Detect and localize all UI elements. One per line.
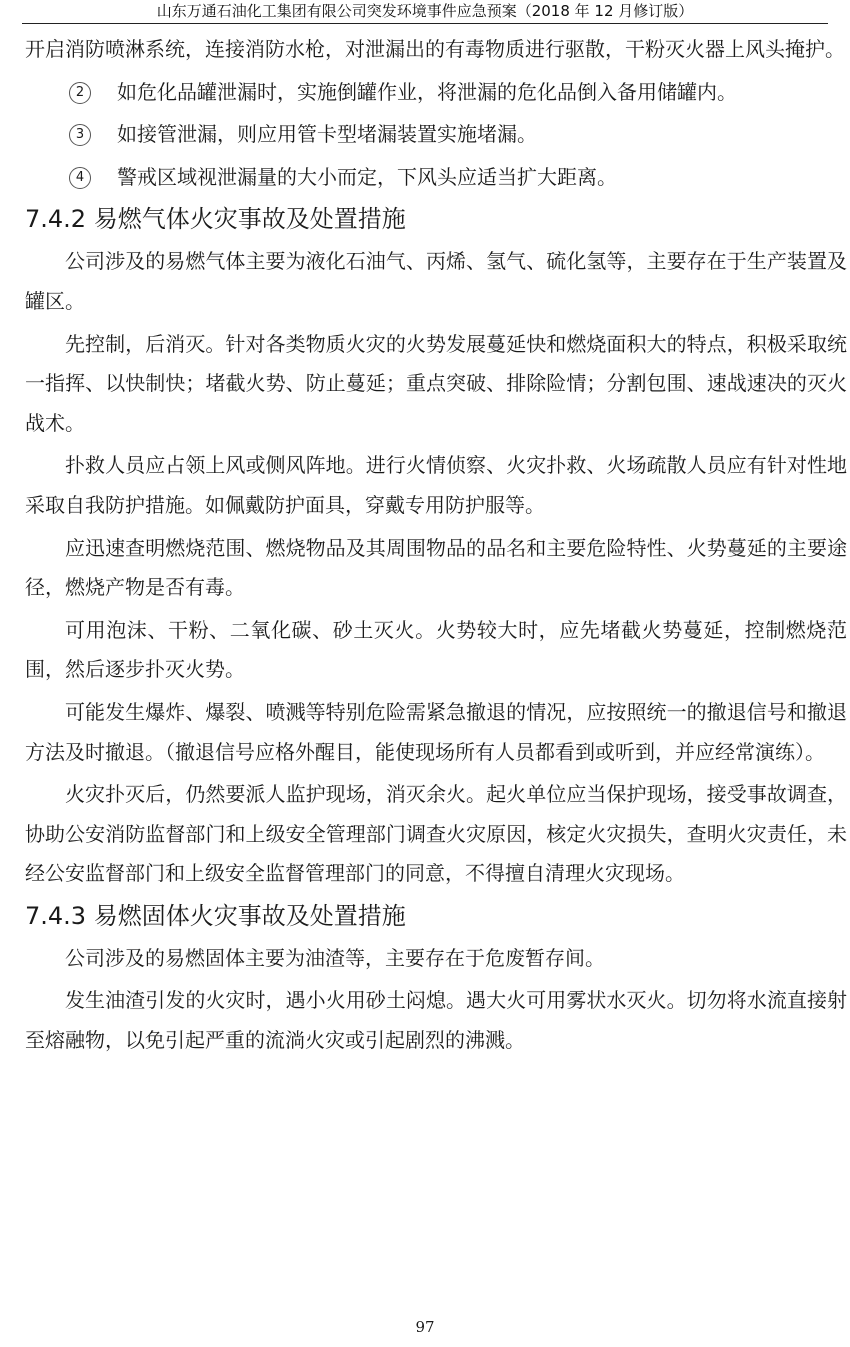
list-number: 2: [69, 82, 91, 104]
page-number: 97: [415, 1318, 435, 1336]
list-text: 如危化品罐泄漏时，实施倒罐作业，将泄漏的危化品倒入备用储罐内。: [117, 79, 737, 104]
paragraph: 火灾扑灭后，仍然要派人监护现场，消灭余火。起火单位应当保护现场，接受事故调查，协助公安消防监督部门和上级安全管理部门调查火灾原因，核定火灾损失，查明火灾责任，未经公安监督部门和上级安全监督管理部门的同意，不得擅自清理火灾现场。: [25, 782, 847, 886]
list-number: 3: [69, 124, 91, 146]
list-text: 警戒区域视泄漏量的大小而定，下风头应适当扩大距离。: [117, 164, 617, 189]
list-item: [25, 73, 847, 113]
paragraph: 扑救人员应占领上风或侧风阵地。进行火情侦察、火灾扑救、火场疏散人员应有针对性地采取自我防护措施。如佩戴防护面具，穿戴专用防护服等。: [25, 453, 847, 517]
paragraph: 公司涉及的易燃固体主要为油渣等，主要存在于危废暂存间。: [65, 945, 605, 970]
header-divider: [22, 23, 828, 24]
section-heading: 7.4.3 易燃固体火灾事故及处置措施: [25, 901, 406, 930]
paragraph: 可用泡沫、干粉、二氧化碳、砂土灭火。火势较大时，应先堵截火势蔓延，控制燃烧范围，然后逐步扑灭火势。: [25, 617, 847, 682]
section-heading: 7.4.2 易燃气体火灾事故及处置措施: [25, 205, 406, 234]
paragraph: 先控制，后消灭。针对各类物质火灾的火势发展蔓延快和燃烧面积大的特点，积极采取统一指挥、以快制快；堵截火势、防止蔓延；重点突破、排除险情；分割包围、速战速决的灭火战术。: [25, 331, 847, 435]
intro-paragraph: 开启消防喷淋系统，连接消防水枪，对泄漏出的有毒物质进行驱散，干粉灭火器上风头掩护。: [25, 37, 845, 61]
document-body: [25, 30, 847, 1064]
list-number: 4: [69, 167, 91, 189]
paragraph: 发生油渣引发的火灾时，遇小火用砂土闷熄。遇大火可用雾状水灭火。切勿将水流直接射至熔融物，以免引起严重的流淌火灾或引起剧烈的沸溅。: [25, 988, 847, 1053]
list-item: [25, 158, 847, 198]
paragraph: 应迅速查明燃烧范围、燃烧物品及其周围物品的品名和主要危险特性、火势蔓延的主要途径，燃烧产物是否有毒。: [25, 535, 847, 600]
list-text: 如接管泄漏，则应用管卡型堵漏装置实施堵漏。: [117, 122, 537, 147]
paragraph: 公司涉及的易燃气体主要为液化石油气、丙烯、氢气、硫化氢等，主要存在于生产装置及罐区。: [25, 249, 847, 313]
list-item: [25, 115, 847, 155]
page-header: 山东万通石油化工集团有限公司突发环境事件应急预案（2018 年 12 月修订版）: [156, 2, 694, 20]
paragraph: 可能发生爆炸、爆裂、喷溅等特别危险需紧急撤退的情况，应按照统一的撤退信号和撤退方法及时撤退。（撤退信号应格外醒目，能使现场所有人员都看到或听到，并应经常演练）。: [25, 699, 847, 764]
